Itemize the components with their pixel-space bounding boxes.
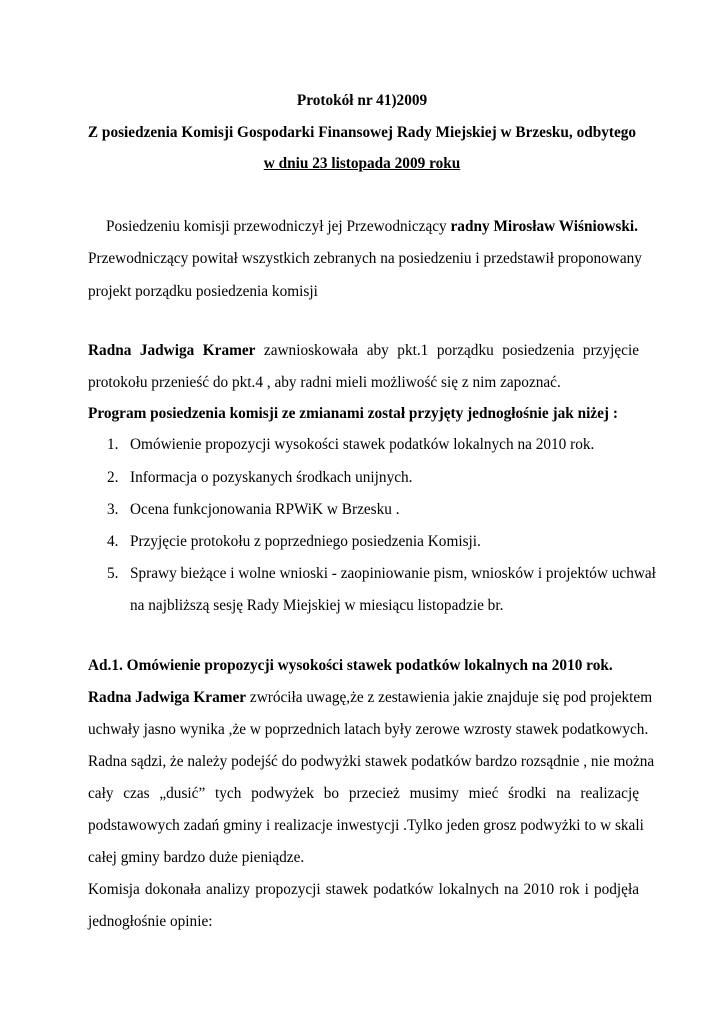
list-item-text: Ocena funkcjonowania RPWiK w Brzesku . (130, 501, 400, 518)
ad1-line8: jednogłośnie opinie: (88, 913, 213, 930)
ad1-line1-text: zwróciła uwagę,że z zestawienia jakie znajduje się pod projektem (249, 689, 653, 706)
list-item-number: 5. (107, 565, 119, 582)
section-heading-ad1: Ad.1. Omówienie propozycji wysokości stawek podatków lokalnych na 2010 rok. (88, 657, 613, 674)
motion-line2: protokołu przenieść do pkt.4 , aby radni mieli możliwość się z nim zapoznać. (88, 374, 561, 391)
chair-name: radny Mirosław Wiśniowski. (450, 218, 638, 235)
list-item-text: Przyjęcie protokołu z poprzedniego posiedzenia Komisji. (130, 533, 481, 550)
ad1-line4: cały czas „dusić” tych podwyżek bo przecież musimy mieć środki na realizację (88, 785, 639, 802)
list-item-number: 4. (107, 533, 119, 550)
meeting-date-text: w dniu 23 listopada 2009 roku (263, 155, 461, 172)
list-item-number: 1. (107, 436, 119, 453)
document-subtitle: Z posiedzenia Komisji Gospodarki Finansowej Rady Miejskiej w Brzesku, odbytego (87, 124, 637, 141)
ad1-line5: podstawowych zadań gminy i realizacje inwestycji .Tylko jeden grosz podwyżki to w skali (88, 817, 644, 834)
intro-greeting-line2: projekt porządku posiedzenia komisji (88, 283, 318, 300)
ad1-line6: całej gminy bardzo duże pieniądze. (88, 849, 305, 866)
list-item-text: Informacja o pozyskanych środkach unijnych. (130, 469, 413, 486)
ad1-line7: Komisja dokonała analizy propozycji stawek podatków lokalnych na 2010 rok i podjęła (88, 881, 639, 898)
document-title: Protokół nr 41)2009 (296, 92, 428, 109)
meeting-date (0, 155, 724, 173)
intro-greeting-line1: Przewodniczący powitał wszystkich zebranych na posiedzeniu i przedstawił proponowany (88, 250, 642, 267)
ad1-line2: uchwały jasno wynika ,że w poprzednich latach były zerowe wzrosty stawek podatkowych. (88, 721, 649, 738)
program-heading: Program posiedzenia komisji ze zmianami został przyjęty jednogłośnie jak niżej : (88, 405, 618, 422)
list-item-number: 3. (107, 501, 119, 518)
motion-councillor-name: Radna Jadwiga Kramer (88, 342, 256, 359)
ad1-line3: Radna sądzi, że należy podejść do podwyżki stawek podatków bardzo rozsądnie , nie można (88, 753, 655, 770)
ad1-councillor-name: Radna Jadwiga Kramer (88, 689, 247, 706)
intro-chair-line (106, 218, 638, 236)
motion-line1-text: zawnioskowała aby pkt.1 porządku posiedzenia przyjęcie (263, 342, 639, 359)
list-item-number: 2. (107, 469, 119, 486)
ad1-line1 (88, 689, 653, 707)
list-item-continuation: na najbliższą sesję Rady Miejskiej w miesiącu listopadzie br. (130, 597, 504, 614)
list-item-text: Sprawy bieżące i wolne wnioski - zaopiniowanie pism, wniosków i projektów uchwał (130, 565, 656, 582)
motion-line1 (88, 342, 639, 360)
list-item-text: Omówienie propozycji wysokości stawek podatków lokalnych na 2010 rok. (130, 436, 595, 453)
intro-chair-text: Posiedzeniu komisji przewodniczył jej Przewodniczący (106, 218, 447, 235)
